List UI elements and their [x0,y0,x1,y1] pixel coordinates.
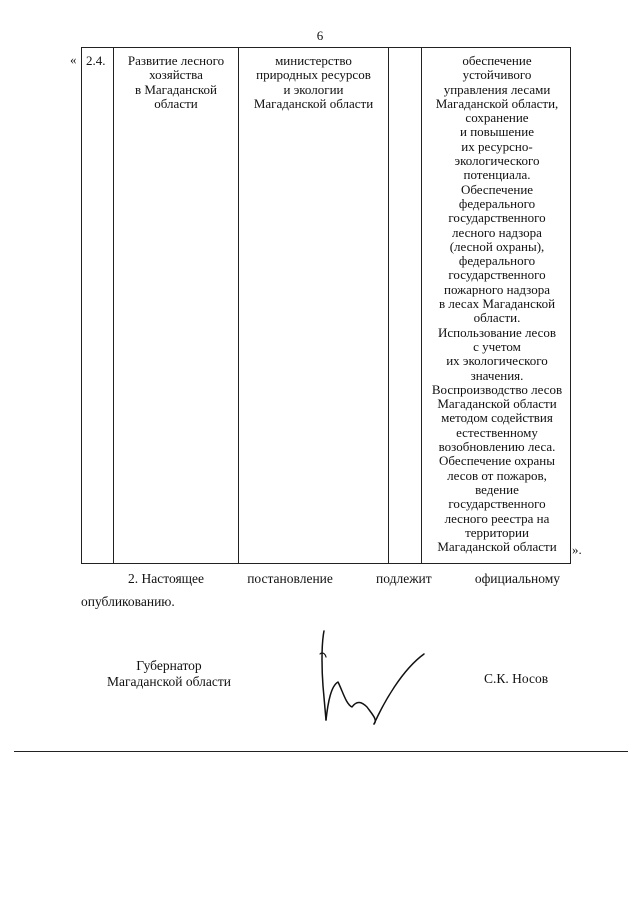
paragraph-word: постановление [247,571,333,586]
result-line: Обеспечение охраны [439,453,555,469]
result-line: Использование лесов [437,324,557,340]
result-line: их ресурсно- [461,138,533,154]
result-line: ведение [475,481,519,497]
result-line: их экологического [446,353,548,369]
result-line: Магаданской области, [435,95,559,111]
executor-cell [239,48,389,563]
result-line: Магаданской области [437,396,557,412]
expected-result-cell [422,48,572,563]
result-line: с учетом [473,338,521,354]
item-number: 2.4. [86,53,106,68]
result-line: государственного [448,210,546,226]
result-line: в лесах Магаданской [438,296,556,312]
result-line: и повышение [459,124,534,140]
executor-line: министерство [275,53,352,68]
item-name-cell [114,48,239,563]
result-line: значения. [470,367,524,383]
result-line: Магаданской области [437,539,557,555]
result-line: федерального [458,195,536,211]
executor-line: Магаданской области [253,95,374,111]
result-line: естественному [456,424,538,440]
result-line: территории [465,524,529,540]
result-line: федерального [458,253,536,269]
result-line: государственного [448,496,546,512]
result-line: возобновлению леса. [438,439,556,455]
paragraph-word: 2. Настоящее [128,571,205,586]
signer-title-line: Магаданской области [107,674,231,689]
item-name-line: в Магаданской [134,81,218,97]
publication-paragraph-line1 [128,571,560,587]
opening-quote: « [70,52,77,67]
executor-line: природных ресурсов [256,67,371,83]
result-line: пожарного надзора [444,281,550,297]
result-line: потенциала. [463,167,531,183]
result-line: лесного реестра на [444,510,550,526]
result-line: (лесной охраны), [449,238,545,254]
item-name-line: хозяйства [149,67,203,83]
program-table-row [81,47,571,564]
signer-name: С.К. Носов [484,671,549,686]
executor-line: и экологии [283,81,344,97]
result-line: устойчивого [462,67,532,83]
result-line: области. [473,310,521,326]
result-line: сохранение [465,110,529,126]
publication-paragraph-line2: опубликованию. [81,594,175,609]
item-name-line: области [154,95,198,111]
paragraph-word: официальному [474,571,560,586]
closing-quote: ». [572,542,582,557]
footer-divider [14,751,628,752]
result-line: Обеспечение [460,181,534,197]
result-line: государственного [448,267,546,283]
result-line: методом содействия [441,410,553,426]
result-line: обеспечение [462,53,532,68]
result-line: лесного надзора [452,224,542,240]
empty-cell [389,48,422,563]
result-line: Воспроизводство лесов [431,381,563,397]
result-line: лесов от пожаров, [447,467,547,483]
page-number: 6 [316,28,324,43]
item-name-line: Развитие лесного [127,53,225,68]
result-line: управления лесами [443,81,551,97]
handwritten-signature [312,628,437,728]
item-number-cell [82,48,114,563]
paragraph-word: подлежит [376,571,432,586]
signer-title-line: Губернатор [136,658,202,673]
result-line: экологического [454,153,540,169]
signer-title [95,658,243,690]
